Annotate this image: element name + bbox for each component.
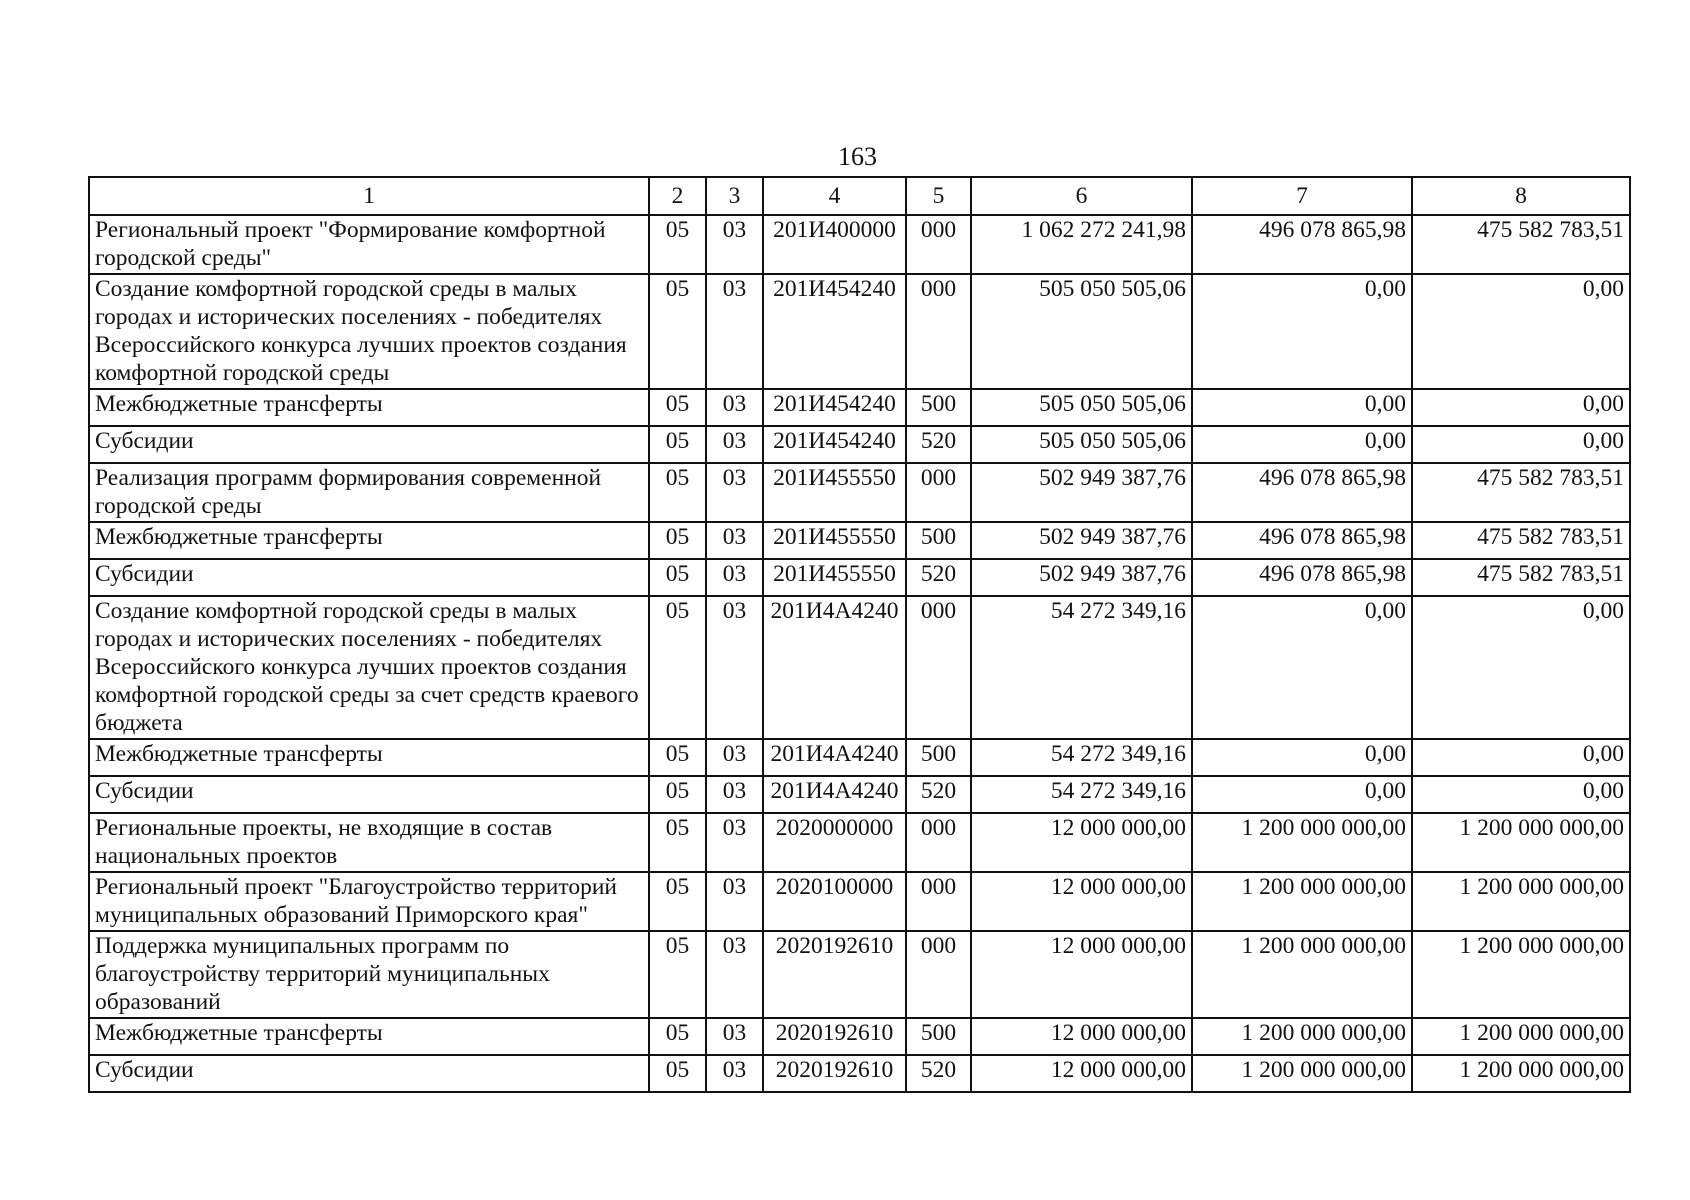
amount-col-8: 0,00 [1412,389,1630,426]
amount-col-6: 54 272 349,16 [971,776,1192,813]
amount-col-6: 502 949 387,76 [971,463,1192,522]
amount-col-7: 1 200 000 000,00 [1192,1018,1412,1055]
section-code: 05 [649,215,706,274]
subsection-code: 03 [706,1018,763,1055]
row-name: Межбюджетные трансферты [89,522,649,559]
row-name: Межбюджетные трансферты [89,389,649,426]
amount-col-6: 54 272 349,16 [971,739,1192,776]
expense-type-code: 000 [906,215,971,274]
amount-col-8: 475 582 783,51 [1412,522,1630,559]
amount-col-6: 12 000 000,00 [971,931,1192,1018]
amount-col-8: 0,00 [1412,274,1630,389]
column-header: 5 [906,177,971,215]
column-header: 1 [89,177,649,215]
amount-col-7: 0,00 [1192,739,1412,776]
subsection-code: 03 [706,1055,763,1092]
section-code: 05 [649,872,706,931]
row-name: Региональный проект "Благоустройство территорий муниципальных образований Приморского края" [89,872,649,931]
row-name: Субсидии [89,426,649,463]
amount-col-7: 0,00 [1192,389,1412,426]
table-row [89,274,1630,389]
subsection-code: 03 [706,389,763,426]
table-row [89,776,1630,813]
target-article-code: 2020000000 [763,813,906,872]
subsection-code: 03 [706,426,763,463]
amount-col-6: 505 050 505,06 [971,389,1192,426]
table-row [89,931,1630,1018]
row-name: Субсидии [89,1055,649,1092]
amount-col-8: 0,00 [1412,596,1630,739]
target-article-code: 2020192610 [763,1055,906,1092]
amount-col-8: 0,00 [1412,426,1630,463]
section-code: 05 [649,463,706,522]
subsection-code: 03 [706,931,763,1018]
amount-col-6: 12 000 000,00 [971,813,1192,872]
amount-col-7: 496 078 865,98 [1192,522,1412,559]
subsection-code: 03 [706,215,763,274]
expense-type-code: 500 [906,522,971,559]
expense-type-code: 000 [906,463,971,522]
amount-col-8: 1 200 000 000,00 [1412,813,1630,872]
column-header: 4 [763,177,906,215]
subsection-code: 03 [706,463,763,522]
budget-table [88,176,1631,1093]
row-name: Создание комфортной городской среды в малых городах и исторических поселениях - победителях Всероссийского конкурса лучших проектов создания комфортной городской среды [89,274,649,389]
amount-col-6: 505 050 505,06 [971,274,1192,389]
amount-col-7: 1 200 000 000,00 [1192,931,1412,1018]
row-name: Субсидии [89,776,649,813]
amount-col-8: 0,00 [1412,739,1630,776]
target-article-code: 201И454240 [763,389,906,426]
section-code: 05 [649,1018,706,1055]
subsection-code: 03 [706,813,763,872]
section-code: 05 [649,813,706,872]
column-header: 2 [649,177,706,215]
target-article-code: 201И455550 [763,522,906,559]
expense-type-code: 500 [906,739,971,776]
expense-type-code: 520 [906,426,971,463]
subsection-code: 03 [706,739,763,776]
expense-type-code: 000 [906,872,971,931]
column-header: 7 [1192,177,1412,215]
amount-col-7: 496 078 865,98 [1192,463,1412,522]
target-article-code: 201И455550 [763,463,906,522]
amount-col-7: 496 078 865,98 [1192,559,1412,596]
amount-col-8: 475 582 783,51 [1412,215,1630,274]
row-name: Межбюджетные трансферты [89,1018,649,1055]
target-article-code: 201И454240 [763,274,906,389]
amount-col-7: 0,00 [1192,426,1412,463]
expense-type-code: 520 [906,559,971,596]
amount-col-8: 1 200 000 000,00 [1412,1018,1630,1055]
target-article-code: 201И4А4240 [763,776,906,813]
target-article-code: 201И400000 [763,215,906,274]
section-code: 05 [649,931,706,1018]
table-row [89,522,1630,559]
expense-type-code: 000 [906,813,971,872]
section-code: 05 [649,559,706,596]
target-article-code: 201И4А4240 [763,739,906,776]
section-code: 05 [649,522,706,559]
expense-type-code: 000 [906,274,971,389]
amount-col-7: 1 200 000 000,00 [1192,813,1412,872]
section-code: 05 [649,426,706,463]
page-number: 163 [838,142,877,171]
amount-col-7: 0,00 [1192,596,1412,739]
target-article-code: 201И4А4240 [763,596,906,739]
row-name: Создание комфортной городской среды в малых городах и исторических поселениях - победителях Всероссийского конкурса лучших проектов создания комфортной городской среды за счет средств краевого бюджета [89,596,649,739]
section-code: 05 [649,739,706,776]
row-name: Региональный проект "Формирование комфортной городской среды" [89,215,649,274]
section-code: 05 [649,776,706,813]
section-code: 05 [649,1055,706,1092]
amount-col-7: 496 078 865,98 [1192,215,1412,274]
amount-col-6: 54 272 349,16 [971,596,1192,739]
amount-col-7: 1 200 000 000,00 [1192,872,1412,931]
amount-col-6: 12 000 000,00 [971,1055,1192,1092]
amount-col-6: 12 000 000,00 [971,872,1192,931]
amount-col-8: 1 200 000 000,00 [1412,872,1630,931]
target-article-code: 2020100000 [763,872,906,931]
row-name: Субсидии [89,559,649,596]
expense-type-code: 520 [906,776,971,813]
target-article-code: 201И455550 [763,559,906,596]
expense-type-code: 500 [906,1018,971,1055]
expense-type-code: 520 [906,1055,971,1092]
target-article-code: 2020192610 [763,1018,906,1055]
subsection-code: 03 [706,274,763,389]
amount-col-8: 1 200 000 000,00 [1412,1055,1630,1092]
target-article-code: 201И454240 [763,426,906,463]
table-row [89,559,1630,596]
table-row [89,463,1630,522]
target-article-code: 2020192610 [763,931,906,1018]
row-name: Межбюджетные трансферты [89,739,649,776]
amount-col-7: 0,00 [1192,274,1412,389]
section-code: 05 [649,389,706,426]
amount-col-8: 1 200 000 000,00 [1412,931,1630,1018]
row-name: Реализация программ формирования современной городской среды [89,463,649,522]
expense-type-code: 000 [906,931,971,1018]
row-name: Поддержка муниципальных программ по благоустройству территорий муниципальных образований [89,931,649,1018]
table-row [89,1055,1630,1092]
amount-col-6: 12 000 000,00 [971,1018,1192,1055]
section-code: 05 [649,274,706,389]
amount-col-7: 1 200 000 000,00 [1192,1055,1412,1092]
subsection-code: 03 [706,596,763,739]
table-row [89,872,1630,931]
table-row [89,813,1630,872]
table-row [89,389,1630,426]
subsection-code: 03 [706,872,763,931]
table-header-row [89,177,1630,215]
expense-type-code: 000 [906,596,971,739]
amount-col-6: 502 949 387,76 [971,522,1192,559]
amount-col-6: 502 949 387,76 [971,559,1192,596]
table-row [89,739,1630,776]
amount-col-6: 505 050 505,06 [971,426,1192,463]
column-header: 6 [971,177,1192,215]
amount-col-6: 1 062 272 241,98 [971,215,1192,274]
subsection-code: 03 [706,776,763,813]
table-row [89,215,1630,274]
amount-col-8: 475 582 783,51 [1412,463,1630,522]
row-name: Региональные проекты, не входящие в состав национальных проектов [89,813,649,872]
column-header: 3 [706,177,763,215]
section-code: 05 [649,596,706,739]
subsection-code: 03 [706,522,763,559]
table-row [89,1018,1630,1055]
subsection-code: 03 [706,559,763,596]
amount-col-7: 0,00 [1192,776,1412,813]
amount-col-8: 0,00 [1412,776,1630,813]
column-header: 8 [1412,177,1630,215]
table-row [89,596,1630,739]
expense-type-code: 500 [906,389,971,426]
table-row [89,426,1630,463]
amount-col-8: 475 582 783,51 [1412,559,1630,596]
